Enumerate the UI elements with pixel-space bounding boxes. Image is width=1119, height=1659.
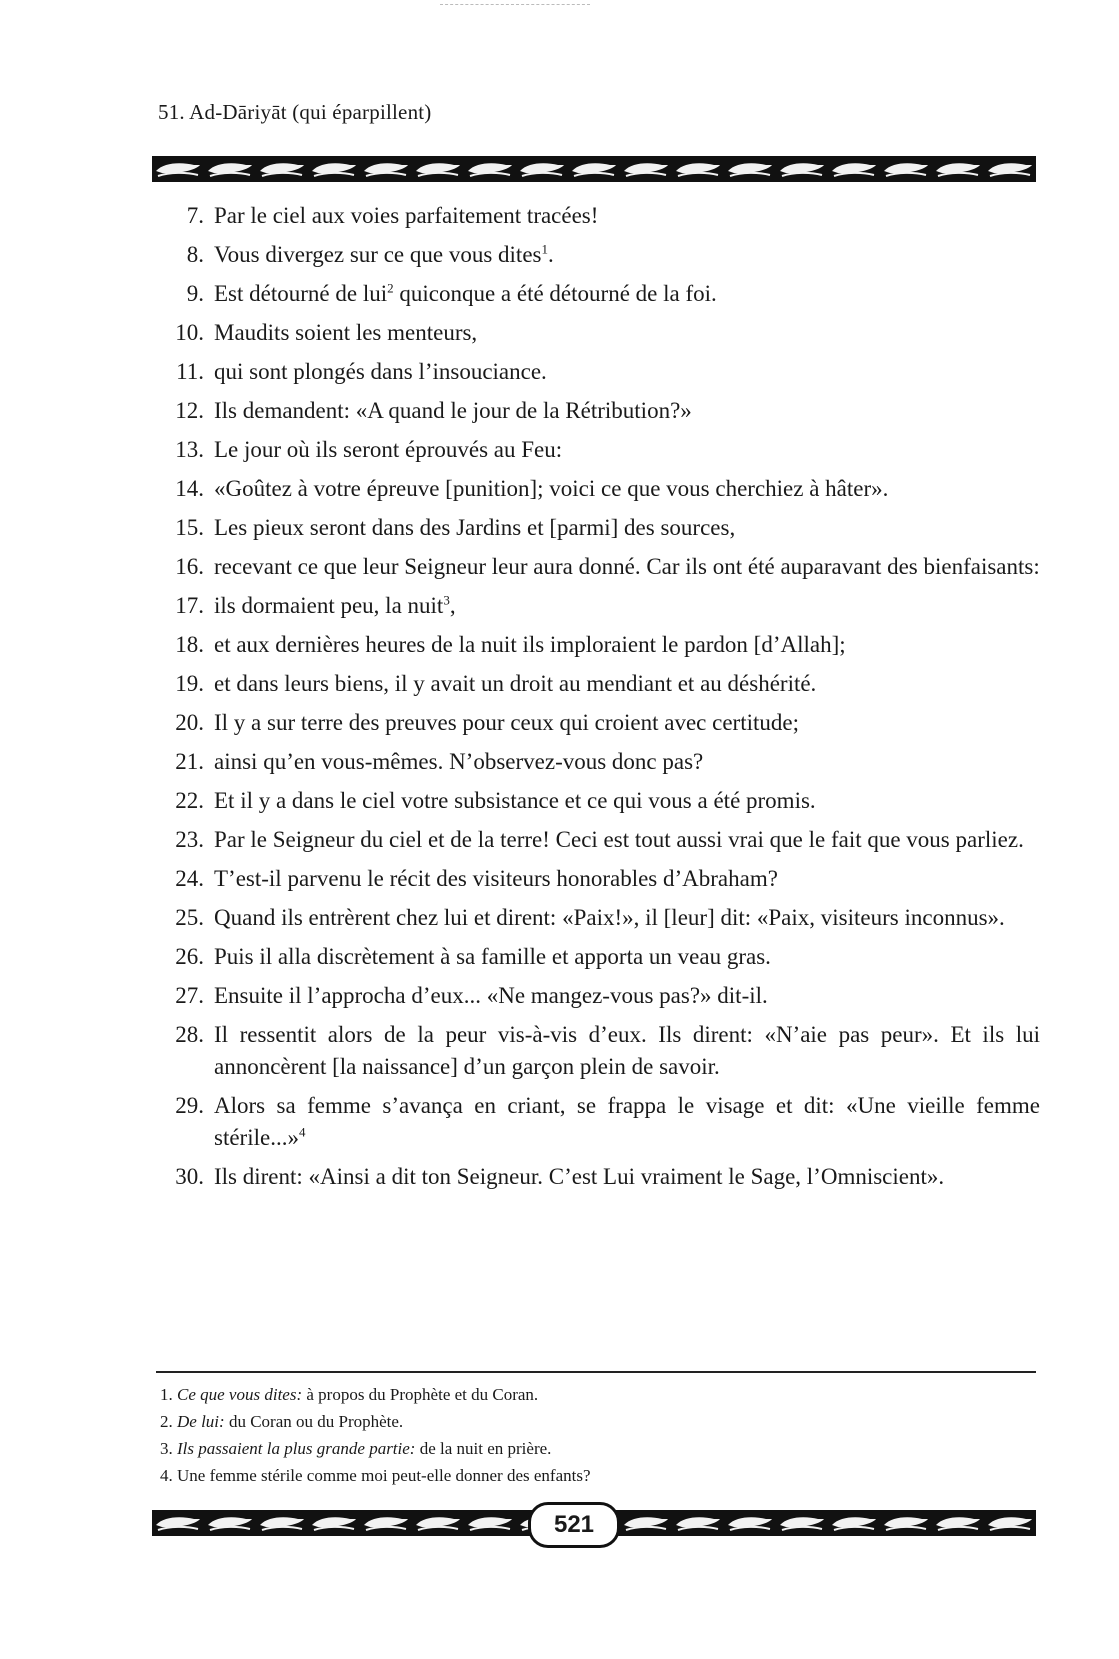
footnote-rule bbox=[156, 1371, 1036, 1373]
verse-number: 17. bbox=[175, 593, 204, 618]
verse-9 bbox=[150, 278, 1040, 310]
verse-28 bbox=[150, 1019, 1040, 1083]
verse-list bbox=[150, 200, 1040, 1200]
verse-13 bbox=[150, 434, 1040, 466]
verse-7 bbox=[150, 200, 1040, 232]
verse-number: 29. bbox=[175, 1093, 204, 1118]
verse-body: Il y a sur terre des preuves pour ceux qui croient avec certitude; bbox=[214, 710, 799, 735]
verse-number: 18. bbox=[175, 632, 204, 657]
verse-text bbox=[214, 863, 1040, 895]
footnotes bbox=[160, 1384, 1030, 1492]
footnote-number: 2. bbox=[160, 1412, 173, 1431]
verse-24 bbox=[150, 863, 1040, 895]
footnote-term: Ce que vous dites: bbox=[177, 1385, 303, 1404]
footnote-ref[interactable]: 4 bbox=[298, 1124, 306, 1140]
verse-text bbox=[214, 902, 1040, 934]
verse-number: 12. bbox=[175, 398, 204, 423]
verse-body-tail: , bbox=[449, 593, 456, 618]
verse-number: 11. bbox=[176, 359, 204, 384]
verse-number: 7. bbox=[186, 203, 204, 228]
verse-30 bbox=[150, 1161, 1040, 1193]
verse-21 bbox=[150, 746, 1040, 778]
surah-name: Ad-Dāriyāt (qui éparpillent) bbox=[189, 100, 432, 124]
verse-body: Vous divergez sur ce que vous dites bbox=[214, 242, 542, 267]
verse-12 bbox=[150, 395, 1040, 427]
verse-text bbox=[214, 824, 1040, 856]
footnote-ref[interactable]: 3 bbox=[443, 592, 450, 608]
verse-body: qui sont plongés dans l’insouciance. bbox=[214, 359, 547, 384]
verse-text bbox=[214, 590, 1040, 622]
verse-text bbox=[214, 707, 1040, 739]
footnote-term: De lui: bbox=[177, 1412, 225, 1431]
verse-18 bbox=[150, 629, 1040, 661]
verse-number: 15. bbox=[175, 515, 204, 540]
verse-15 bbox=[150, 512, 1040, 544]
verse-20 bbox=[150, 707, 1040, 739]
verse-23 bbox=[150, 824, 1040, 856]
running-head bbox=[158, 100, 432, 125]
verse-number: 24. bbox=[175, 866, 204, 891]
chain-ornament bbox=[152, 156, 1036, 182]
verse-body-tail: quiconque a été détourné de la foi. bbox=[393, 281, 717, 306]
verse-number: 8. bbox=[186, 242, 204, 267]
footnote-text: à propos du Prophète et du Coran. bbox=[302, 1385, 539, 1404]
verse-29 bbox=[150, 1090, 1040, 1154]
page-number: 521 bbox=[528, 1502, 620, 1548]
verse-text bbox=[214, 239, 1040, 271]
verse-body: Par le Seigneur du ciel et de la terre! Ceci est tout aussi vrai que le fait que vous parliez. bbox=[214, 827, 1024, 852]
verse-17 bbox=[150, 590, 1040, 622]
footnote-text: de la nuit en prière. bbox=[415, 1439, 552, 1458]
footnote-ref[interactable]: 2 bbox=[387, 280, 394, 296]
footnote-number: 4. bbox=[160, 1466, 173, 1485]
verse-body: recevant ce que leur Seigneur leur aura donné. Car ils ont été auparavant des bienfaisants: bbox=[214, 554, 1040, 579]
verse-body: Maudits soient les menteurs, bbox=[214, 320, 478, 345]
verse-text bbox=[214, 317, 1040, 349]
verse-number: 23. bbox=[175, 827, 204, 852]
verse-number: 27. bbox=[175, 983, 204, 1008]
verse-body: Alors sa femme s’avança en criant, se frappa le visage et dit: «Une vieille femme stérile...» bbox=[214, 1093, 1040, 1150]
verse-22 bbox=[150, 785, 1040, 817]
verse-body: Le jour où ils seront éprouvés au Feu: bbox=[214, 437, 563, 462]
verse-text bbox=[214, 200, 1040, 232]
verse-text bbox=[214, 395, 1040, 427]
verse-8 bbox=[150, 239, 1040, 271]
verse-number: 14. bbox=[175, 476, 204, 501]
verse-10 bbox=[150, 317, 1040, 349]
surah-number: 51. bbox=[158, 100, 185, 124]
verse-14 bbox=[150, 473, 1040, 505]
verse-text bbox=[214, 1019, 1040, 1083]
verse-body: et dans leurs biens, il y avait un droit au mendiant et au déshérité. bbox=[214, 671, 817, 696]
footnote-number: 1. bbox=[160, 1385, 173, 1404]
footnote-text: Une femme stérile comme moi peut-elle donner des enfants? bbox=[177, 1466, 591, 1485]
verse-number: 25. bbox=[175, 905, 204, 930]
verse-16 bbox=[150, 551, 1040, 583]
verse-19 bbox=[150, 668, 1040, 700]
verse-number: 30. bbox=[175, 1164, 204, 1189]
verse-body: «Goûtez à votre épreuve [punition]; voici ce que vous cherchiez à hâter». bbox=[214, 476, 889, 501]
verse-body: Ils dirent: «Ainsi a dit ton Seigneur. C’est Lui vraiment le Sage, l’Omniscient». bbox=[214, 1164, 945, 1189]
verse-text bbox=[214, 785, 1040, 817]
verse-body: Quand ils entrèrent chez lui et dirent: «Paix!», il [leur] dit: «Paix, visiteurs inconnus». bbox=[214, 905, 1005, 930]
verse-text bbox=[214, 356, 1040, 388]
footnote-4 bbox=[160, 1465, 1030, 1487]
verse-body: ils dormaient peu, la nuit bbox=[214, 593, 444, 618]
verse-body: Par le ciel aux voies parfaitement tracées! bbox=[214, 203, 599, 228]
verse-11 bbox=[150, 356, 1040, 388]
verse-number: 10. bbox=[175, 320, 204, 345]
verse-25 bbox=[150, 902, 1040, 934]
verse-text bbox=[214, 434, 1040, 466]
verse-26 bbox=[150, 941, 1040, 973]
verse-body: Puis il alla discrètement à sa famille et apporta un veau gras. bbox=[214, 944, 771, 969]
verse-body: Il ressentit alors de la peur vis-à-vis d’eux. Ils dirent: «N’aie pas peur». Et ils lui annoncèrent [la naissance] d’un garçon plein de savoir. bbox=[214, 1022, 1040, 1079]
verse-text bbox=[214, 512, 1040, 544]
verse-number: 16. bbox=[175, 554, 204, 579]
verse-body: Les pieux seront dans des Jardins et [parmi] des sources, bbox=[214, 515, 736, 540]
verse-body: T’est-il parvenu le récit des visiteurs honorables d’Abraham? bbox=[214, 866, 778, 891]
footnote-ref[interactable]: 1 bbox=[541, 241, 548, 257]
verse-number: 20. bbox=[175, 710, 204, 735]
verse-text bbox=[214, 1090, 1040, 1154]
verse-number: 13. bbox=[175, 437, 204, 462]
verse-body: et aux dernières heures de la nuit ils imploraient le pardon [d’Allah]; bbox=[214, 632, 846, 657]
verse-number: 22. bbox=[175, 788, 204, 813]
verse-text bbox=[214, 668, 1040, 700]
verse-body: Et il y a dans le ciel votre subsistance et ce qui vous a été promis. bbox=[214, 788, 816, 813]
verse-text bbox=[214, 746, 1040, 778]
footnote-term: Ils passaient la plus grande partie: bbox=[177, 1439, 416, 1458]
verse-body: Est détourné de lui bbox=[214, 281, 388, 306]
footnote-text: du Coran ou du Prophète. bbox=[224, 1412, 404, 1431]
verse-number: 21. bbox=[175, 749, 204, 774]
footnote-1 bbox=[160, 1384, 1030, 1406]
verse-text bbox=[214, 941, 1040, 973]
verse-text bbox=[214, 629, 1040, 661]
footnote-2 bbox=[160, 1411, 1030, 1433]
verse-body: ainsi qu’en vous-mêmes. N’observez-vous donc pas? bbox=[214, 749, 704, 774]
verse-text bbox=[214, 1161, 1040, 1193]
verse-body: Ils demandent: «A quand le jour de la Rétribution?» bbox=[214, 398, 692, 423]
footnote-3 bbox=[160, 1438, 1030, 1460]
verse-27 bbox=[150, 980, 1040, 1012]
ornamental-band-top bbox=[152, 156, 1036, 182]
verse-number: 28. bbox=[175, 1022, 204, 1047]
verse-number: 26. bbox=[175, 944, 204, 969]
verse-body: Ensuite il l’approcha d’eux... «Ne mangez-vous pas?» dit-il. bbox=[214, 983, 768, 1008]
verse-text bbox=[214, 278, 1040, 310]
footnote-number: 3. bbox=[160, 1439, 173, 1458]
verse-body-tail: . bbox=[547, 242, 554, 267]
verse-number: 19. bbox=[175, 671, 204, 696]
verse-text bbox=[214, 473, 1040, 505]
verse-text bbox=[214, 980, 1040, 1012]
verse-text bbox=[214, 551, 1040, 583]
verse-number: 9. bbox=[186, 281, 204, 306]
scan-artifact bbox=[440, 4, 590, 5]
